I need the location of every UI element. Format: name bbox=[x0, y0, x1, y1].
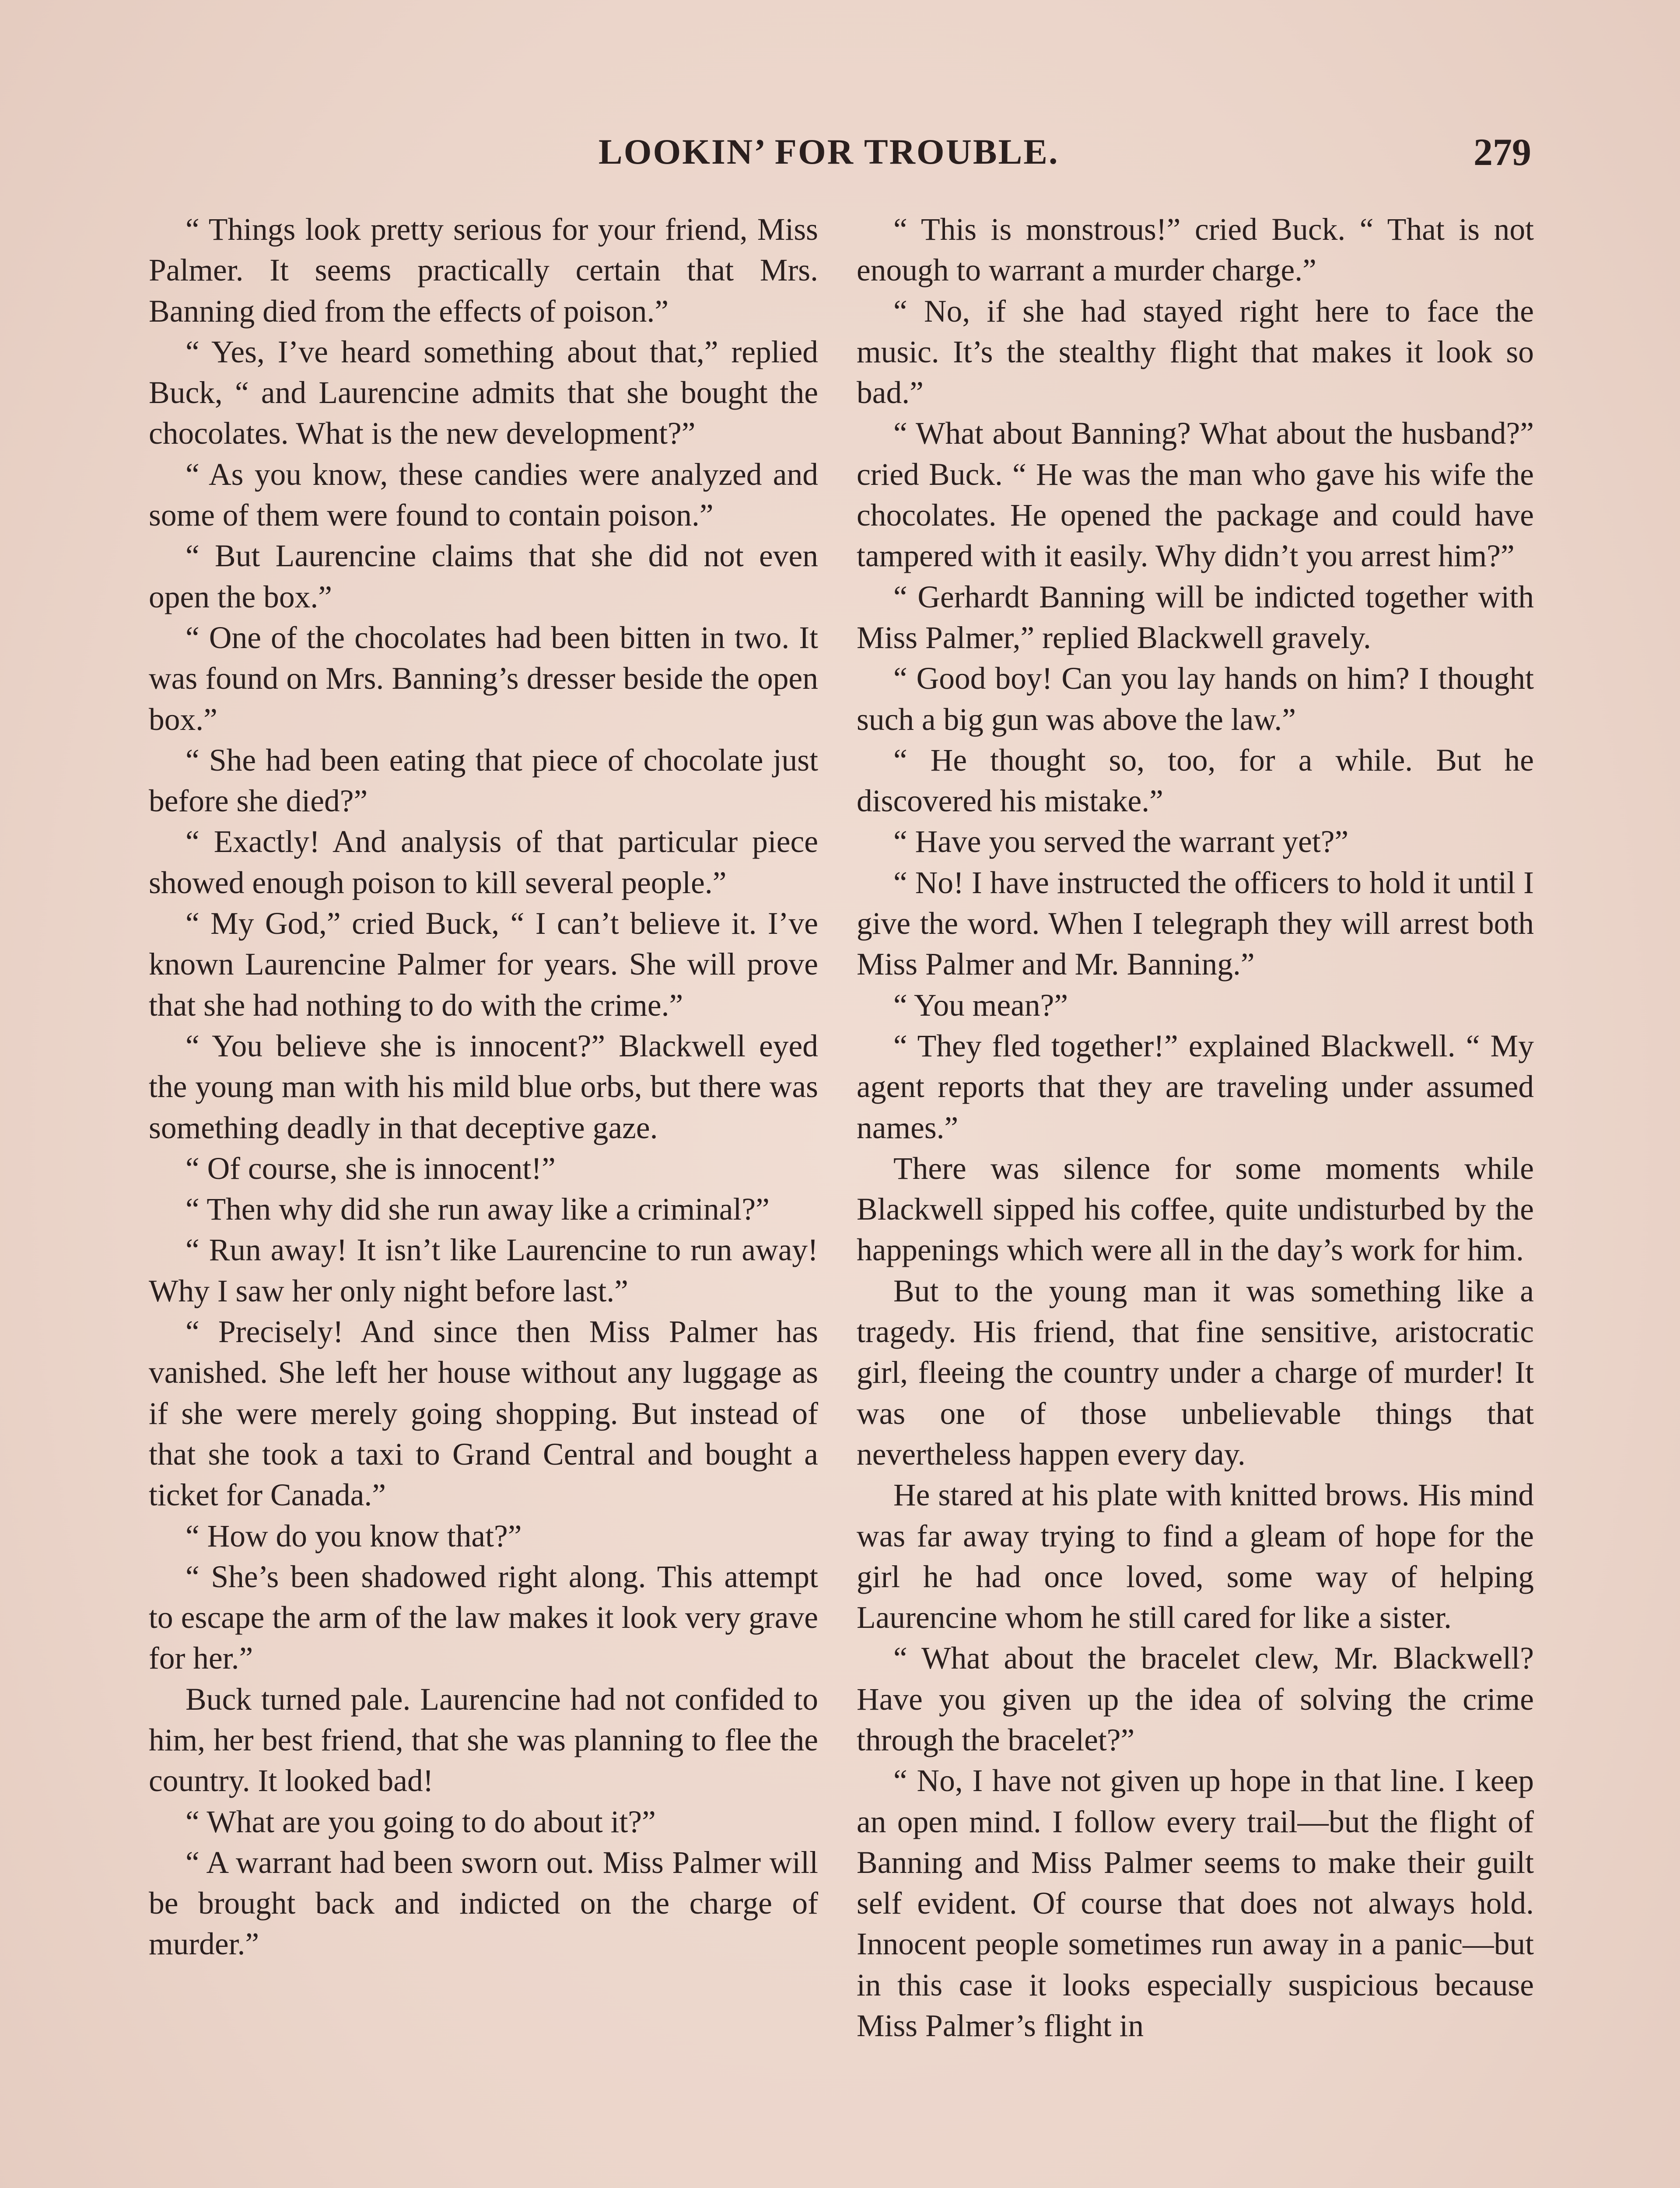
paragraph: “ What are you going to do about it?” bbox=[186, 1804, 656, 1839]
paragraph: “ They fled together!” explained Blackwell. “ My agent reports that they are traveling under assumed names.” bbox=[857, 1028, 1534, 1145]
paragraph: “ Then why did she run away like a criminal?” bbox=[186, 1192, 770, 1227]
paragraph: But to the young man it was something like a tragedy. His friend, that fine sensitive, aristocratic girl, fleeing the country under a charge of murder! It was one of those unbelievable things that nevertheless happen every day. bbox=[857, 1273, 1534, 1472]
paragraph: “ As you know, these candies were analyzed and some of them were found to contain poison.” bbox=[149, 457, 818, 533]
paragraph: “ He thought so, too, for a while. But he discovered his mistake.” bbox=[857, 743, 1534, 819]
paragraph: “ Of course, she is innocent!” bbox=[186, 1151, 556, 1186]
paragraph: Buck turned pale. Laurencine had not confided to him, her best friend, that she was planning to flee the country. It looked bad! bbox=[149, 1682, 818, 1799]
paragraph: “ Precisely! And since then Miss Palmer has vanished. She left her house without any luggage as if she were merely going shopping. But instead of that she took a taxi to Grand Central and bought a ticket for Canada.” bbox=[149, 1315, 818, 1513]
paragraph: “ This is monstrous!” cried Buck. “ That is not enough to warrant a murder charge.” bbox=[857, 212, 1534, 288]
paragraph: “ You believe she is innocent?” Blackwell eyed the young man with his mild blue orbs, but there was something deadly in that deceptive gaze. bbox=[149, 1028, 818, 1145]
paragraph: “ Yes, I’ve heard something about that,” replied Buck, “ and Laurencine admits that she bought the chocolates. What is the new development?” bbox=[149, 334, 818, 451]
paragraph: “ She’s been shadowed right along. This attempt to escape the arm of the law makes it look very grave for her.” bbox=[149, 1559, 818, 1676]
paragraph: “ How do you know that?” bbox=[186, 1518, 522, 1553]
paragraph: He stared at his plate with knitted brows. His mind was far away trying to find a gleam of hope for the girl he had once loved, some way of helping Laurencine whom he still cared for like a sister. bbox=[857, 1478, 1534, 1635]
paragraph: “ She had been eating that piece of chocolate just before she died?” bbox=[149, 743, 818, 819]
paragraph: “ A warrant had been sworn out. Miss Palmer will be brought back and indicted on the charge of murder.” bbox=[149, 1845, 818, 1962]
paragraph: “ What about Banning? What about the husband?” cried Buck. “ He was the man who gave his wife the chocolates. He opened the package and could have tampered with it easily. Why didn’t you arrest him?” bbox=[857, 416, 1534, 574]
paragraph: “ What about the bracelet clew, Mr. Blackwell? Have you given up the idea of solving the crime through the bracelet?” bbox=[857, 1641, 1534, 1757]
paragraph: “ Have you served the warrant yet?” bbox=[893, 824, 1349, 859]
running-title: LOOKIN’ FOR TROUBLE. bbox=[598, 132, 1059, 172]
paragraph: “ Things look pretty serious for your friend, Miss Palmer. It seems practically certain that Mrs. Banning died from the effects of poison.” bbox=[149, 212, 818, 329]
paragraph: “ But Laurencine claims that she did not even open the box.” bbox=[149, 539, 818, 614]
page-number: 279 bbox=[1474, 131, 1531, 174]
left-text-column bbox=[149, 209, 818, 1965]
paragraph: There was silence for some moments while Blackwell sipped his coffee, quite undisturbed by the happenings which were all in the day’s work for him. bbox=[857, 1151, 1534, 1268]
paragraph: “ No! I have instructed the officers to hold it until I give the word. When I telegraph they will arrest both Miss Palmer and Mr. Banning.” bbox=[857, 865, 1534, 982]
paragraph: “ Run away! It isn’t like Laurencine to run away! Why I saw her only night before last.” bbox=[149, 1233, 818, 1308]
right-text-column bbox=[857, 209, 1534, 2046]
paragraph: “ One of the chocolates had been bitten in two. It was found on Mrs. Banning’s dresser beside the open box.” bbox=[149, 620, 818, 737]
paragraph: “ No, I have not given up hope in that line. I keep an open mind. I follow every trail—but the flight of Banning and Miss Palmer seems to make their guilt self evident. Of course that does not always hold. Innocent people sometimes run away in a panic—but in this case it looks especially suspicious because Miss Palmer’s flight in bbox=[857, 1764, 1534, 2044]
paragraph: “ My God,” cried Buck, “ I can’t believe it. I’ve known Laurencine Palmer for years. She will prove that she had nothing to do with the crime.” bbox=[149, 906, 818, 1023]
paragraph: “ Good boy! Can you lay hands on him? I thought such a big gun was above the law.” bbox=[857, 661, 1534, 737]
paragraph: “ No, if she had stayed right here to face the music. It’s the stealthy flight that makes it look so bad.” bbox=[857, 294, 1534, 410]
paragraph: “ Exactly! And analysis of that particular piece showed enough poison to kill several people.” bbox=[149, 824, 818, 900]
paragraph: “ You mean?” bbox=[893, 988, 1068, 1023]
paragraph: “ Gerhardt Banning will be indicted together with Miss Palmer,” replied Blackwell gravely. bbox=[857, 579, 1534, 655]
